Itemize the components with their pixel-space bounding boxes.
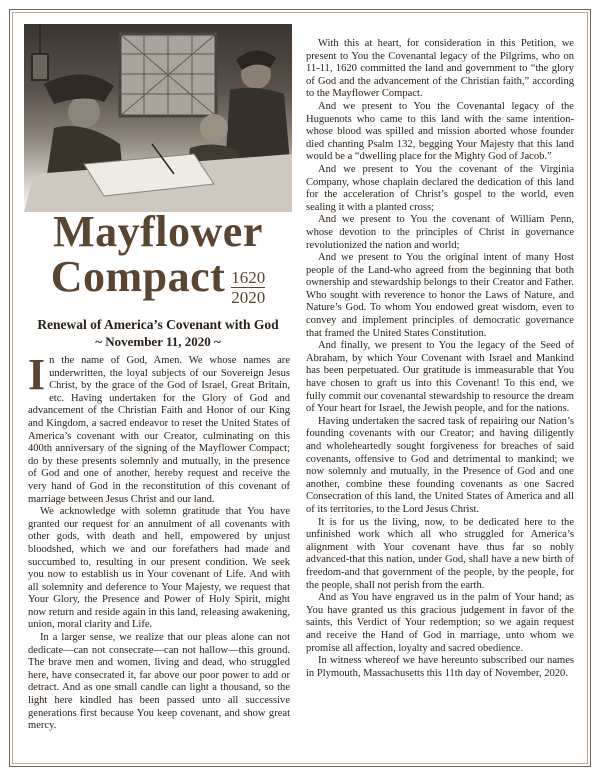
paragraph: In the name of God, Amen. We whose names are underwritten, the loyal subjects of our Sovereign Jesus Christ, by the grace of the God of Israel, Great Britain, etc. Having undertaken for the Glory of God and advancement of the Christian Faith and Honor of our King and Kingdom, a sacred endeavor to reset the United States of America’s covenant with our Creator, culminating on this 400th anniversary of the signing of the Mayflower Compact; do by these presents solemnly and mutually, in the presence of God and one of another, hereby request and receive the very hand of God in the reconstitution of this covenant of marriage between Jesus Christ and our land. (28, 350, 290, 505)
subtitle: Renewal of America’s Covenant with God (37, 317, 279, 332)
title-line-1: Mayflower (53, 207, 263, 256)
year-bottom: 2020 (231, 287, 266, 307)
paragraph: In witness whereof we have hereunto subscribed our names in Plymouth, Massachusetts this 11th day of November, 2020. (306, 655, 574, 679)
paragraph: And we present to You the original intent of many Host people of the Land-who agreed from the beginning that both ownership and stewardship belongs to their Creator and Father. Who sought with reverence to honor the Laws of Nature, and Nature’s God. To whom You endowed great wisdom, even to convey and implement principles of democratic governance that framed the United States Constitution. (306, 252, 574, 339)
paragraph: And we present to You the covenant of William Penn, whose devotion to the principles of Christ in governance revolutionized the nation and world; (306, 214, 574, 251)
left-column-text (28, 350, 290, 733)
pilgrims-illustration (24, 24, 292, 212)
paragraph: And finally, we present to You the legacy of the Seed of Abraham, by which Your Covenant with Israel and Mankind has been perpetuated. Our gratitude is immeasurable that You have chosen to graft us into this Covenant! To this end, we fully commit our covenantal stewardship to resource the dream of Your heart for Israel, the Jewish people, and for the nations. (306, 340, 574, 415)
drop-cap: I (28, 350, 46, 399)
year-top: 1620 (231, 267, 266, 287)
paragraph: In a larger sense, we realize that our pleas alone can not dedicate—can not consecrate—can not hallow—this ground. The brave men and women, living and dead, who struggled here, have consecrated it, far above our poor power to add or detract. And as one small candle can light a thousand, so the light here kindled has been passed unto all successive generations first because You keep covenant, and show great mercy. (28, 632, 290, 732)
paragraph: It is for us the living, now, to be dedicated here to the unfinished work which all who struggled for America’s alignment with Your covenant have thus far so nobly advanced-that this nation, under God, shall have a new birth of freedom-and that government of the people, by the people, for the people, shall not perish from the earth. (306, 516, 574, 591)
year-block (231, 267, 266, 307)
paragraph: Having undertaken the sacred task of repairing our Nation’s founding covenants with our Creator; and having diligently and wholeheartedly sought forgiveness for breaches of said covenants, offensive to God and detrimental to mankind; we now solemnly and mutually, in the Presence of God and one another, combine these founding covenants as one Sacred Consecration of this land, the United States of America and all of its territories, to the Lord Jesus Christ. (306, 415, 574, 515)
right-column-text (306, 38, 574, 680)
paragraph: And we present to You the Covenantal legacy of the Huguenots who came to this land with the same intention- whose blood was spilled and mission aborted whose founder died chanting Psalm 132, begging Your Majesty that this land would be a “dwelling place for the Mighty God of Jacob.” (306, 100, 574, 163)
date-line: ~ November 11, 2020 ~ (95, 334, 221, 349)
paragraph: And as You have engraved us in the palm of Your hand; as You have granted us this gracious judgement in favor of the saints, this Verdict of Your redemption; so we again request and receive the Hand of God in marriage, unto whom we promise all affection, loyalty and sacred obedience. (306, 592, 574, 654)
title-line-2: Compact (50, 252, 226, 301)
document-title (24, 207, 292, 307)
paragraph: And we present to You the covenant of the Virginia Company, whose chaplain declared the dedication of this land for the acceleration of Christ’s gospel to the world, even sealing it with a planted cross; (306, 163, 574, 213)
paragraph: We acknowledge with solemn gratitude that You have granted our request for an annulment of all covenants with other gods, with death and hell, empowered by unjust bloodshed, which we and our forefathers had made and succumbed to, resulting in our present condition. We seek you now to establish us in Your covenant of Life. And with all solemnity and deference to Your Majesty, we request that Your Glory, the Presence and Power of Holy Spirit, might now return and reside again in this land, releasing awakening, union, moral clarity and Life. (28, 506, 290, 631)
paragraph: With this at heart, for consideration in this Petition, we present to You the Covenantal legacy of the Pilgrims, who on 11-11, 1620 committed the land and government to “the glory of God and the advancement of the Christian faith,” according to the Mayflower Compact. (306, 38, 574, 100)
